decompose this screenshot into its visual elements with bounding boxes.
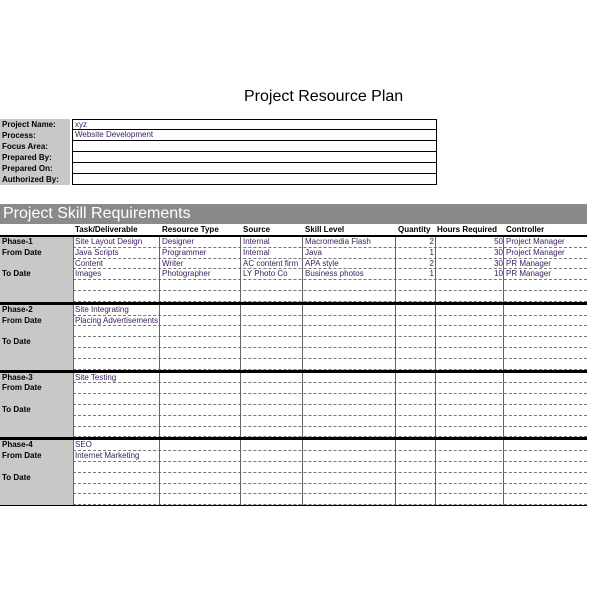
row-label [0,280,73,291]
row-label: To Date [0,473,73,484]
table-cell[interactable]: Java Scripts [75,247,119,257]
table-cell[interactable]: Business photos [305,269,364,279]
table-header-row [0,224,587,235]
project-info-block [0,119,437,185]
row-label: To Date [0,337,73,348]
table-row [0,259,587,270]
row-label: To Date [0,405,73,416]
info-row-project-name [0,119,437,130]
column-header: Quantity [398,225,431,234]
info-label: Focus Area: [0,141,70,152]
table-cell[interactable]: Project Manager [506,237,565,246]
table-cell[interactable]: Internal [243,237,270,246]
table-cell[interactable]: Programmer [162,247,207,257]
phase-block [0,303,587,371]
phase-block [0,235,587,303]
table-cell[interactable]: Java [305,247,322,257]
section-title: Project Skill Requirements [0,204,587,224]
prepared-by-field[interactable] [72,152,437,163]
table-cell[interactable]: APA style [305,258,339,268]
table-cell[interactable]: Designer [162,237,195,246]
table-row [0,427,587,438]
column-header: Controller [506,225,545,234]
table-row [0,269,587,280]
row-label [0,326,73,337]
table-cell[interactable]: Writer [162,258,184,268]
row-label: From Date [0,248,73,259]
row-label: Phase-4 [0,440,73,451]
row-divider [73,504,587,505]
table-cell[interactable]: 30 [494,258,503,268]
table-row [0,348,587,359]
info-label: Process: [0,130,70,141]
table-row [0,291,587,302]
row-label [0,394,73,405]
row-label: From Date [0,451,73,462]
column-header: Hours Required [437,225,498,234]
row-label [0,259,73,270]
info-label: Authorized By: [0,174,70,185]
table-row [0,326,587,337]
table-cell[interactable]: 10 [494,269,503,279]
column-header: Resource Type [162,225,219,234]
process-field[interactable]: Website Development [72,130,437,141]
row-label [0,359,73,370]
table-row [0,383,587,394]
table-cell[interactable]: Project Manager [506,247,565,257]
info-row-focus-area [0,141,437,152]
info-row-prepared-on [0,163,437,174]
info-label: Prepared By: [0,152,70,163]
table-row [0,473,587,484]
table-cell[interactable]: AC content firm [243,258,299,268]
column-header: Skill Level [305,225,345,234]
row-label: From Date [0,383,73,394]
row-label: To Date [0,269,73,280]
table-cell[interactable]: 2 [429,258,434,268]
table-cell[interactable]: Site Layout Design [75,237,143,246]
row-label: Phase-2 [0,305,73,316]
table-cell[interactable]: Site Integrating [75,304,129,314]
row-label: Phase-3 [0,373,73,384]
row-divider [73,436,587,437]
table-cell[interactable]: Macromedia Flash [305,237,371,246]
info-row-prepared-by [0,152,437,163]
table-row [0,416,587,427]
row-label [0,462,73,473]
page-title: Project Resource Plan [244,88,404,105]
table-row [0,440,587,451]
row-label [0,291,73,302]
row-divider [73,369,587,370]
table-cell[interactable]: Internal [243,247,270,257]
info-row-process [0,130,437,141]
info-label: Prepared On: [0,163,70,174]
table-cell[interactable]: PR Manager [506,258,551,268]
project-name-field[interactable]: xyz [72,119,437,130]
table-row [0,337,587,348]
row-label: Phase-1 [0,237,73,248]
focus-area-field[interactable] [72,141,437,152]
row-label [0,484,73,495]
table-row [0,373,587,384]
row-divider [73,301,587,302]
row-label [0,427,73,438]
row-label [0,348,73,359]
table-row [0,237,587,248]
table-cell[interactable]: 1 [429,247,434,257]
table-cell[interactable]: 1 [429,269,434,279]
column-header: Source [243,225,271,234]
prepared-on-field[interactable] [72,163,437,174]
phase-block [0,438,587,506]
table-cell[interactable]: 50 [494,237,503,246]
info-label: Project Name: [0,119,70,130]
table-row [0,280,587,291]
table-row [0,494,587,505]
table-cell[interactable]: 2 [429,237,434,246]
table-row [0,359,587,370]
skill-requirements-table [0,224,587,506]
table-cell[interactable]: Internet Marketing [75,451,140,461]
row-label [0,494,73,505]
table-row [0,405,587,416]
table-row [0,484,587,495]
info-row-authorized-by [0,174,437,185]
table-cell[interactable]: Images [75,269,102,279]
table-cell[interactable]: LY Photo Co [243,269,288,279]
table-cell[interactable]: PR Manager [506,269,551,279]
table-cell[interactable]: Content [75,258,104,268]
table-row [0,316,587,327]
table-row [0,462,587,473]
table-row [0,248,587,259]
table-row [0,394,587,405]
table-cell[interactable]: Placing Advertisements [75,315,159,325]
phase-block [0,371,587,439]
table-cell[interactable]: Site Testing [75,372,117,382]
table-cell[interactable]: SEO [75,440,92,450]
table-row [0,451,587,462]
row-label [0,416,73,427]
column-header: Task/Deliverable [75,225,138,234]
table-cell[interactable]: 30 [494,247,503,257]
table-cell[interactable]: Photographer [162,269,211,279]
row-label: From Date [0,316,73,327]
authorized-by-field[interactable] [72,174,437,185]
table-row [0,305,587,316]
